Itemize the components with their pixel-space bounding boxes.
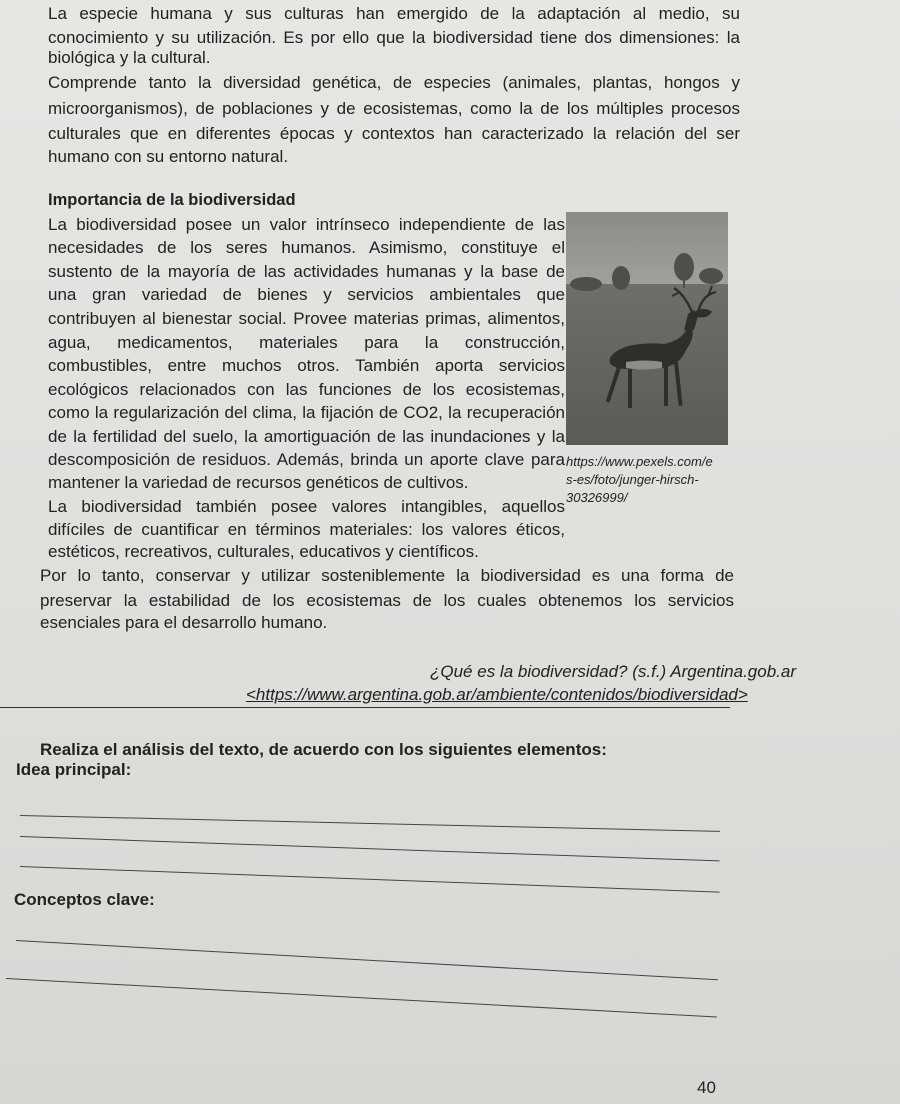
deer-photo	[566, 212, 728, 445]
p3-line-13: La biodiversidad también posee valores intangibles, aquellos	[48, 497, 565, 516]
p2-line-4: humano con su entorno natural.	[48, 147, 289, 166]
photo-credit-line-1: https://www.pexels.com/e	[566, 454, 713, 469]
p3-line-9: como la regularización del clima, la fijación de CO2, la recuperación	[48, 403, 565, 422]
answer-line-4[interactable]	[16, 940, 718, 980]
idea-principal-label: Idea principal:	[16, 760, 132, 779]
p3-line-12: mantener la variedad de recursos genéticos de cultivos.	[48, 473, 469, 492]
source-citation: ¿Qué es la biodiversidad? (s.f.) Argentina.gob.ar	[430, 662, 797, 681]
p3-line-3: sustento de la mayoría de las actividades humanas y la base de	[48, 262, 565, 281]
source-url: <https://www.argentina.gob.ar/ambiente/contenidos/biodiversidad>	[246, 685, 748, 704]
p3-line-4: una gran variedad de bienes y servicios ambientales que	[48, 285, 565, 304]
page-number: 40	[697, 1078, 716, 1097]
p3-line-14: difíciles de cuantificar en términos materiales: los valores éticos,	[48, 520, 565, 539]
intro-line-2: conocimiento y su utilización. Es por ello que la biodiversidad tiene dos dimensiones: la	[48, 28, 740, 47]
p4-line-1: Por lo tanto, conservar y utilizar sosteniblemente la biodiversidad es una forma de	[40, 566, 734, 585]
p2-line-2: microorganismos), de poblaciones y de ecosistemas, como la de los múltiples procesos	[48, 99, 740, 118]
p4-line-2: preservar la estabilidad de los ecosistemas de los cuales obtenemos los servicios	[40, 591, 734, 610]
p3-line-5: contribuyen al bienestar social. Provee materias primas, alimentos,	[48, 309, 565, 328]
p3-line-10: de la fertilidad del suelo, la amortiguación de las inundaciones y la	[48, 427, 565, 446]
p2-line-3: culturales que en diferentes épocas y contextos han caracterizado la relación del ser	[48, 124, 740, 143]
intro-line-1: La especie humana y sus culturas han emergido de la adaptación al medio, su	[48, 4, 740, 23]
p3-line-15: estéticos, recreativos, culturales, educativos y científicos.	[48, 542, 479, 561]
photo-credit-line-3: 30326999/	[566, 490, 628, 505]
p3-line-7: combustibles, entre muchos otros. También aporta servicios	[48, 356, 565, 375]
answer-line-3[interactable]	[20, 866, 720, 893]
section-heading: Importancia de la biodiversidad	[48, 191, 296, 209]
p3-line-11: descomposición de residuos. Además, brinda un aporte clave para	[48, 450, 565, 469]
answer-line-5[interactable]	[6, 978, 717, 1018]
answer-line-1[interactable]	[20, 815, 720, 832]
intro-line-3: biológica y la cultural.	[48, 48, 211, 67]
photo-credit-line-2: s-es/foto/junger-hirsch-	[566, 472, 699, 487]
answer-line-2[interactable]	[20, 836, 720, 861]
p3-line-1: La biodiversidad posee un valor intrínseco independiente de las	[48, 215, 565, 234]
instruction-text: Realiza el análisis del texto, de acuerdo con los siguientes elementos:	[40, 740, 607, 759]
p3-line-8: ecológicos relacionados con las funciones de los ecosistemas,	[48, 380, 565, 399]
box-bottom-border	[0, 707, 730, 708]
conceptos-clave-label: Conceptos clave:	[14, 890, 155, 909]
p4-line-3: esenciales para el desarrollo humano.	[40, 613, 328, 632]
p3-line-2: necesidades de los seres humanos. Asimismo, constituye el	[48, 238, 565, 257]
p3-line-6: agua, medicamentos, materiales para la construcción,	[48, 333, 565, 352]
p2-line-1: Comprende tanto la diversidad genética, de especies (animales, plantas, hongos y	[48, 73, 740, 92]
